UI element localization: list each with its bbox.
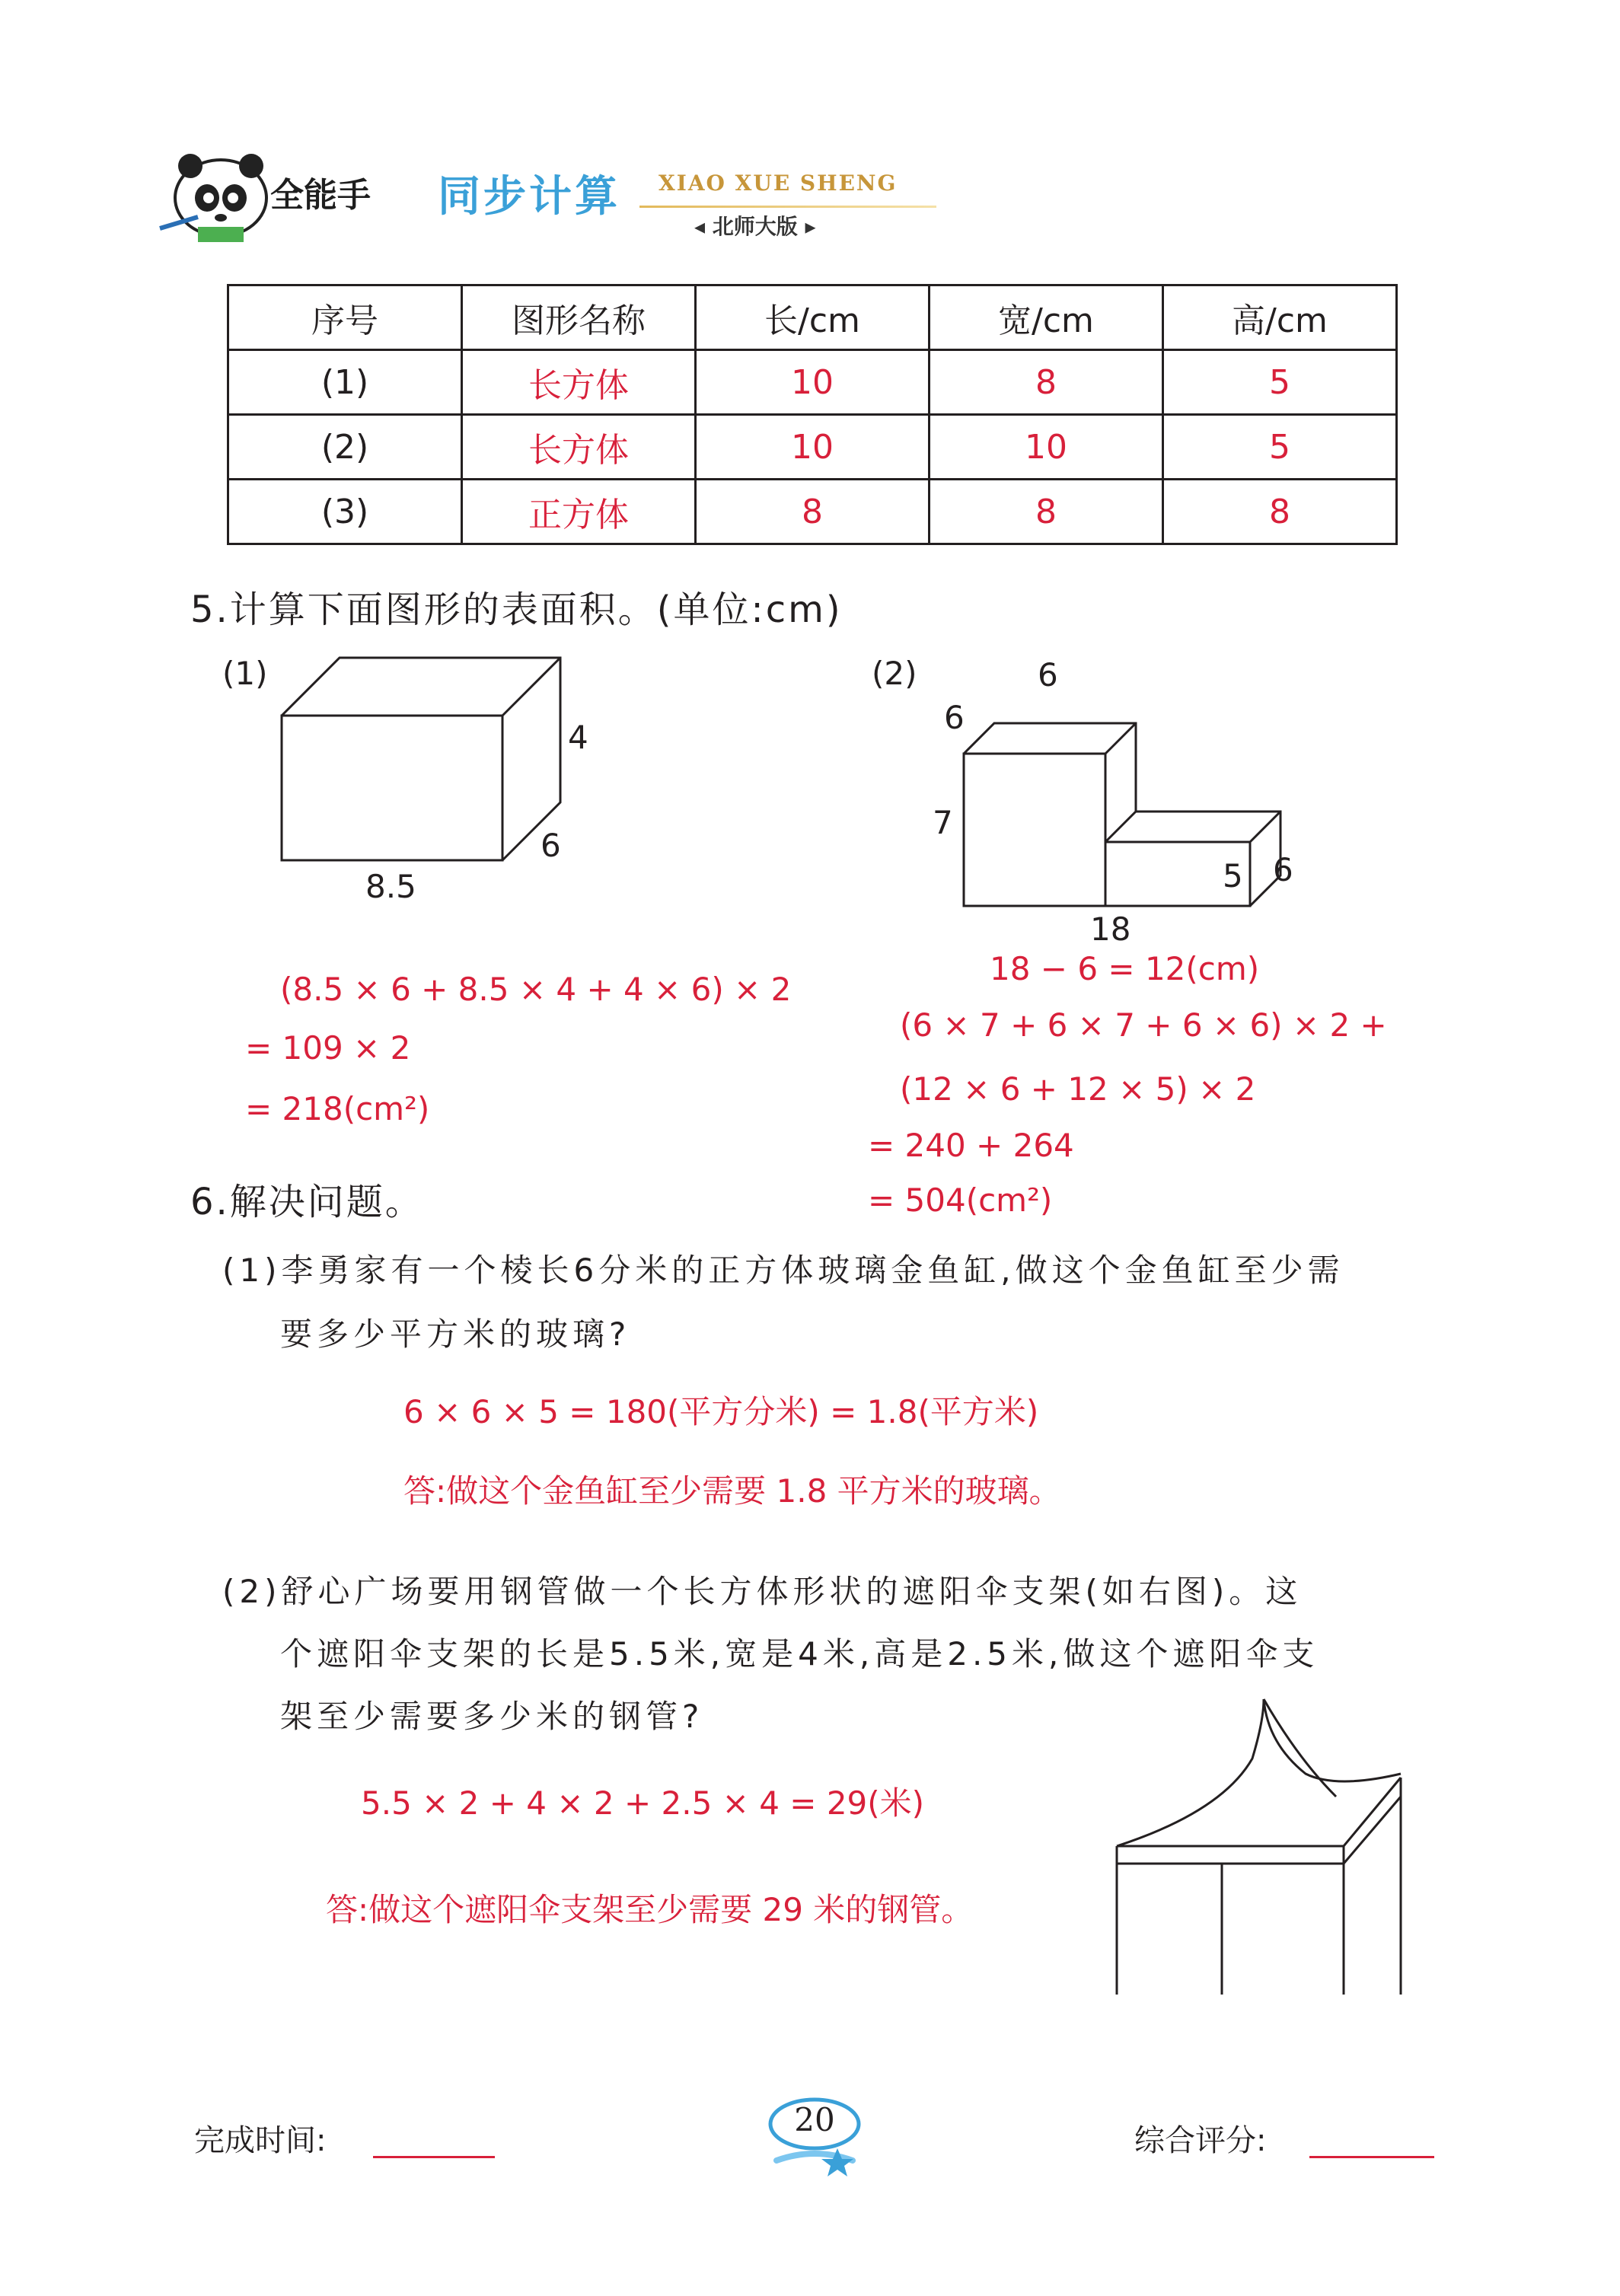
table-cell: 8: [1163, 480, 1397, 544]
fig2-dim-small-height: 5: [1223, 857, 1243, 894]
q5-title: 5.计算下面图形的表面积。(单位:cm): [190, 588, 843, 631]
q6-p2-line1: (2)舒心广场要用钢管做一个长方体形状的遮阳伞支架(如右图)。这: [222, 1573, 1303, 1610]
q5-answer2-line4: = 240 + 264: [868, 1127, 1074, 1164]
q6-p1-calc: 6 × 6 × 5 = 180(平方分米) = 1.8(平方米): [403, 1393, 1039, 1430]
score-blank[interactable]: [1309, 2156, 1434, 2158]
table-header-cell: 图形名称: [462, 285, 696, 350]
completion-time-blank[interactable]: [373, 2156, 495, 2158]
fig2-dim-small-depth: 6: [1273, 851, 1293, 888]
table-header-row: [228, 285, 1397, 350]
fig1-label: (1): [222, 655, 268, 692]
table-cell: 8: [930, 480, 1163, 544]
panda-mascot-icon: [152, 145, 274, 244]
fig2-dim-depth-top: 6: [944, 699, 965, 736]
stepped-solid-figure-2: [959, 685, 1287, 914]
q5-answer1-line3: = 218(cm²): [245, 1090, 430, 1127]
fig1-dim-depth: 6: [541, 827, 561, 864]
q6-p2-calc: 5.5 × 2 + 4 × 2 + 2.5 × 4 = 29(米): [361, 1784, 925, 1822]
q6-p1-answer: 答:做这个金鱼缸至少需要 1.8 平方米的玻璃。: [403, 1472, 1061, 1510]
q5-answer2-line5: = 504(cm²): [868, 1181, 1053, 1219]
q5-answer2-line2: (6 × 7 + 6 × 7 + 6 × 6) × 2 +: [900, 1006, 1387, 1044]
completion-time-label: 完成时间:: [194, 2123, 327, 2158]
table-cell: 5: [1163, 350, 1397, 415]
fig2-dim-height: 7: [933, 804, 953, 841]
edition-label: ◂ 北师大版 ▸: [694, 214, 816, 239]
table-cell: 长方体: [462, 415, 696, 480]
umbrella-frame-figure: [1108, 1690, 1420, 1995]
table-cell: 8: [930, 350, 1163, 415]
q6-p2-line3: 架至少需要多少米的钢管?: [280, 1698, 704, 1735]
table-row: [228, 480, 1397, 544]
q6-p2-line2: 个遮阳伞支架的长是5.5米,宽是4米,高是2.5米,做这个遮阳伞支: [280, 1635, 1319, 1673]
page-number: 20: [794, 2101, 835, 2138]
q5-answer1-line1: (8.5 × 6 + 8.5 × 4 + 4 × 6) × 2: [280, 971, 792, 1008]
fig2-label: (2): [872, 655, 917, 692]
fig2-dim-length: 18: [1090, 910, 1131, 948]
table-cell: 5: [1163, 415, 1397, 480]
q5-answer2-line3: (12 × 6 + 12 × 5) × 2: [900, 1070, 1256, 1108]
table-cell: (1): [228, 350, 462, 415]
table-header-cell: 高/cm: [1163, 285, 1397, 350]
q5-answer1-line2: = 109 × 2: [245, 1029, 411, 1067]
q6-p1-line2: 要多少平方米的玻璃?: [280, 1315, 631, 1353]
table-cell: 10: [930, 415, 1163, 480]
table-cell: (3): [228, 480, 462, 544]
q6-p1-line1: (1)李勇家有一个棱长6分米的正方体玻璃金鱼缸,做这个金鱼缸至少需: [222, 1252, 1344, 1289]
fig2-dim-top: 6: [1038, 656, 1058, 694]
table-cell: (2): [228, 415, 462, 480]
fig1-dim-length: 8.5: [365, 868, 416, 905]
cuboid-figure-1: [274, 647, 563, 875]
table-header-cell: 长/cm: [696, 285, 930, 350]
fig1-dim-height: 4: [568, 719, 588, 756]
table-header-cell: 序号: [228, 285, 462, 350]
brand-sync: 同步计算: [438, 172, 620, 222]
table-cell: 长方体: [462, 350, 696, 415]
q5-answer2-line1: 18 − 6 = 12(cm): [990, 950, 1260, 987]
header-rule: [639, 206, 936, 208]
q6-title: 6.解决问题。: [190, 1181, 424, 1223]
brand-english: XIAO XUE SHENG: [659, 171, 898, 196]
score-label: 综合评分:: [1134, 2123, 1267, 2158]
table-cell: 10: [696, 350, 930, 415]
table-cell: 10: [696, 415, 930, 480]
table-row: [228, 415, 1397, 480]
table-cell: 8: [696, 480, 930, 544]
dimension-table: [227, 284, 1398, 545]
q6-p2-answer: 答:做这个遮阳伞支架至少需要 29 米的钢管。: [326, 1891, 974, 1928]
brand-main: 全能手: [270, 176, 371, 215]
table-row: [228, 350, 1397, 415]
table-cell: 正方体: [462, 480, 696, 544]
table-header-cell: 宽/cm: [930, 285, 1163, 350]
